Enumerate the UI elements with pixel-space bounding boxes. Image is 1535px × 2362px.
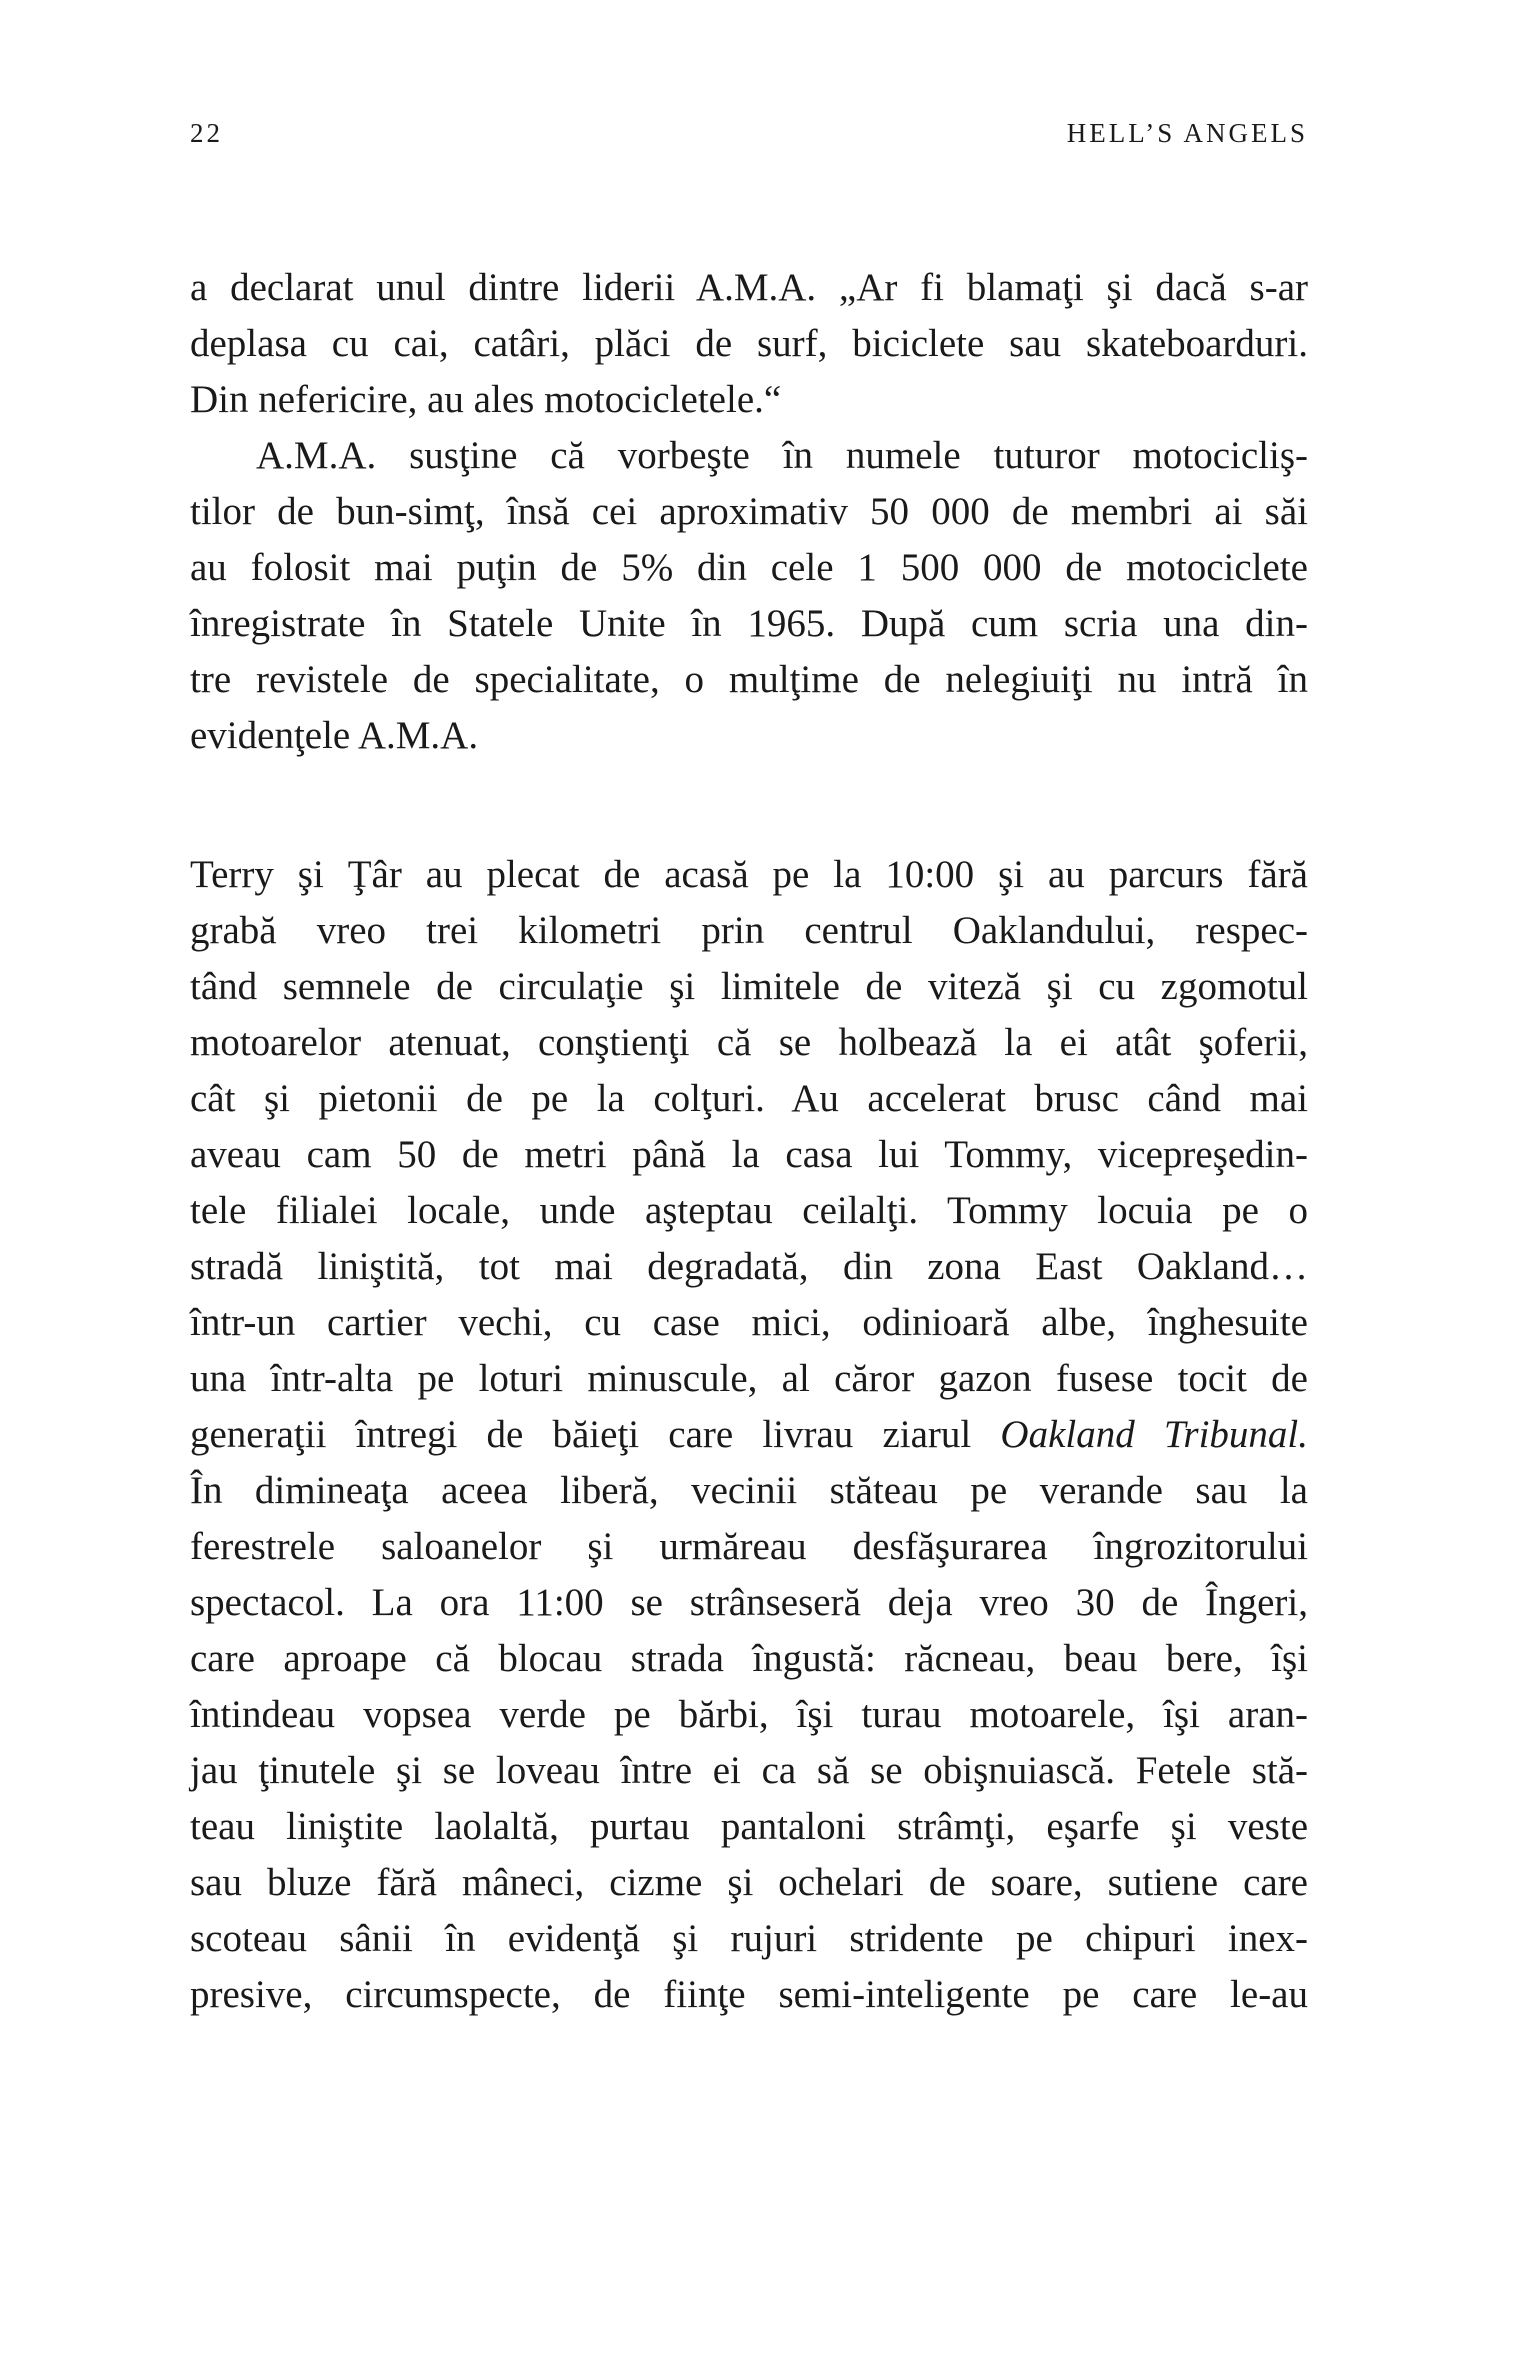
text-line: tele filialei locale, unde aşteptau ceilalţi. Tommy locuia pe o — [190, 1189, 1308, 1232]
text-line: ferestrele saloanelor şi urmăreau desfăşurarea îngrozitorului — [190, 1525, 1308, 1568]
paragraph-block-2 — [190, 847, 1308, 2023]
text-line: tând semnele de circulaţie şi limitele de viteză şi cu zgomotul — [190, 965, 1308, 1008]
section-break — [190, 764, 1308, 847]
newspaper-title: Oakland Tribunal. — [1000, 1413, 1309, 1456]
text-line: motoarelor atenuat, conştienţi că se holbează la ei atât şoferii, — [190, 1021, 1308, 1064]
text-line: aveau cam 50 de metri până la casa lui Tommy, vicepreşedin- — [190, 1133, 1308, 1176]
text-line: A.M.A. susţine că vorbeşte în numele tuturor motocicliş- — [256, 434, 1308, 477]
text-line: deplasa cu cai, catâri, plăci de surf, biciclete sau skateboarduri. — [190, 322, 1308, 365]
book-title: HELL’S ANGELS — [1066, 118, 1308, 148]
text-line: Din nefericire, au ales motocicletele.“ — [190, 378, 782, 421]
text-line: grabă vreo trei kilometri prin centrul Oaklandului, respec- — [190, 909, 1308, 952]
text-line: întindeau vopsea verde pe bărbi, îşi turau motoarele, îşi aran- — [190, 1693, 1308, 1736]
body-text — [190, 260, 1308, 2023]
text-line: înregistrate în Statele Unite în 1965. După cum scria una din- — [190, 602, 1308, 645]
line-text: generaţii întregi de băieţi care livrau ziarul — [190, 1413, 1001, 1456]
text-line: presive, circumspecte, de fiinţe semi-inteligente pe care le-au — [190, 1973, 1308, 2016]
text-line: tre revistele de specialitate, o mulţime de nelegiuiţi nu intră în — [190, 658, 1308, 701]
text-line: a declarat unul dintre liderii A.M.A. „Ar fi blamaţi şi dacă s-ar — [190, 266, 1308, 309]
text-line: În dimineaţa aceea liberă, vecinii stăteau pe verande sau la — [190, 1469, 1308, 1512]
text-line: cât şi pietonii de pe la colţuri. Au accelerat brusc când mai — [190, 1077, 1308, 1120]
text-line: care aproape că blocau strada îngustă: răcneau, beau bere, îşi — [190, 1637, 1308, 1680]
text-line: jau ţinutele şi se loveau între ei ca să se obişnuiască. Fetele stă- — [190, 1749, 1308, 1792]
page-number: 22 — [190, 118, 223, 148]
text-line: scoteau sânii în evidenţă şi rujuri stridente pe chipuri inex- — [190, 1917, 1308, 1960]
text-line: într-un cartier vechi, cu case mici, odinioară albe, înghesuite — [190, 1301, 1308, 1344]
text-line: stradă liniştită, tot mai degradată, din zona East Oakland… — [190, 1245, 1308, 1288]
text-line: evidenţele A.M.A. — [190, 714, 479, 757]
text-line: Terry şi Ţâr au plecat de acasă pe la 10:00 şi au parcurs fără — [190, 853, 1308, 896]
text-line: spectacol. La ora 11:00 se strânseseră deja vreo 30 de Îngeri, — [190, 1581, 1308, 1624]
text-line: tilor de bun-simţ, însă cei aproximativ 50 000 de membri ai săi — [190, 490, 1308, 533]
text-line — [190, 1407, 1308, 1463]
text-line: sau bluze fără mâneci, cizme şi ochelari de soare, sutiene care — [190, 1861, 1308, 1904]
text-line: au folosit mai puţin de 5% din cele 1 500 000 de motociclete — [190, 546, 1308, 589]
text-line: una într-alta pe loturi minuscule, al căror gazon fusese tocit de — [190, 1357, 1308, 1400]
text-line: teau liniştite laolaltă, purtau pantaloni strâmţi, eşarfe şi veste — [190, 1805, 1308, 1848]
paragraph-block-1 — [190, 260, 1308, 764]
running-head — [190, 118, 1308, 158]
